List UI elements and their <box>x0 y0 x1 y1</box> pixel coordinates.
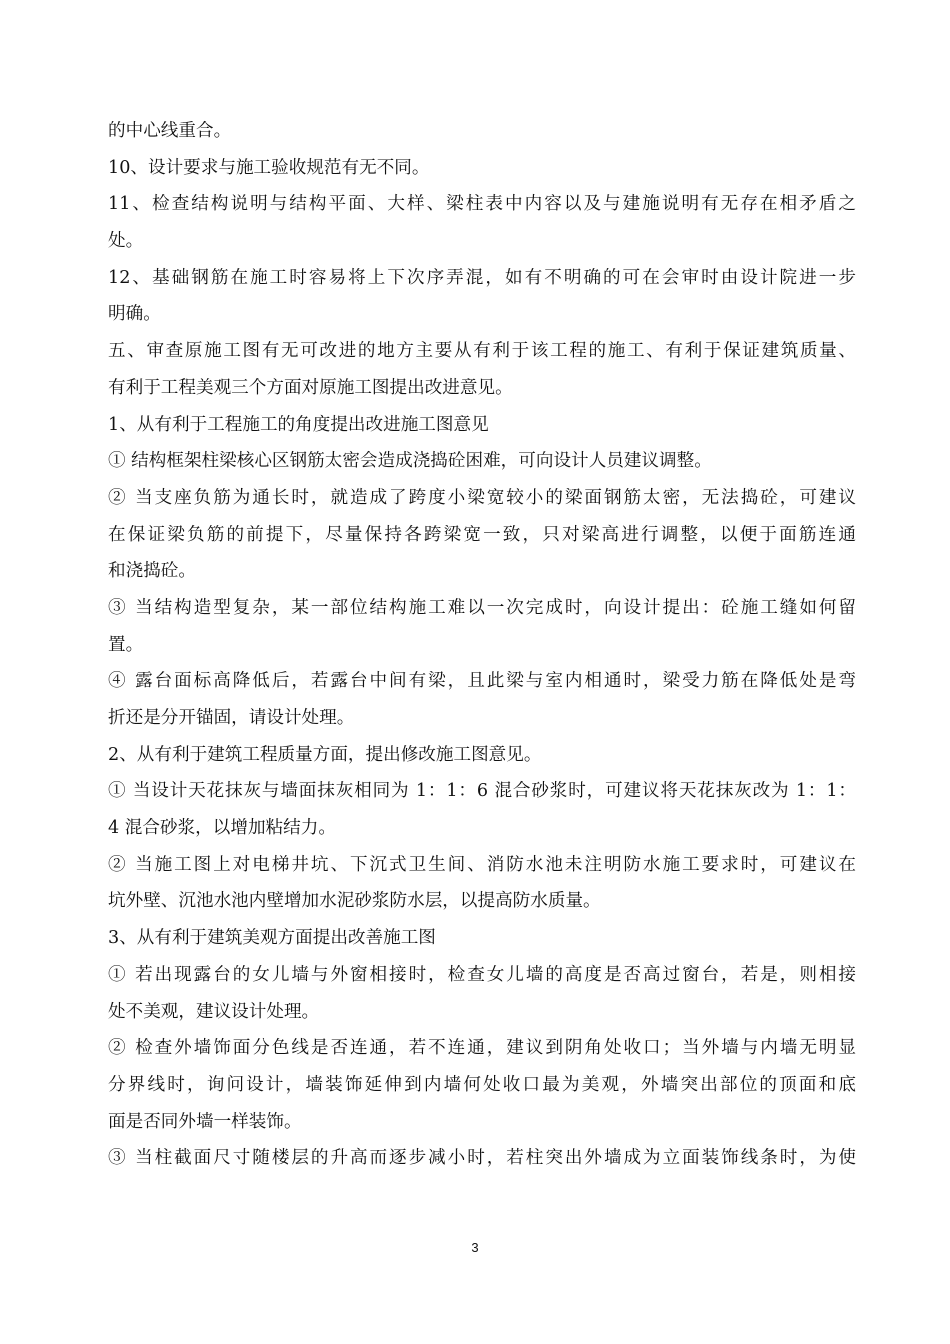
text-line: 有利于工程美观三个方面对原施工图提出改进意见。 <box>108 377 513 398</box>
text-line: 12、基础钢筋在施工时容易将上下次序弄混，如有不明确的可在会审时由设计院进一步 <box>108 267 856 288</box>
text-line: ① 若出现露台的女儿墙与外窗相接时，检查女儿墙的高度是否高过窗台，若是，则相接 <box>108 964 856 985</box>
text-line: 和浇捣砼。 <box>108 561 196 582</box>
text-line: 面是否同外墙一样装饰。 <box>108 1111 302 1132</box>
text-line: 处不美观，建议设计处理。 <box>108 1001 320 1022</box>
body-text <box>108 113 856 1177</box>
text-line: 分界线时，询问设计，墙装饰延伸到内墙何处收口最为美观，外墙突出部位的顶面和底 <box>108 1074 856 1095</box>
text-line: ④ 露台面标高降低后，若露台中间有梁，且此梁与室内相通时，梁受力筋在降低处是弯 <box>108 671 856 692</box>
text-line: 五、审查原施工图有无可改进的地方主要从有利于该工程的施工、有利于保证建筑质量、 <box>108 341 856 362</box>
text-line: 处。 <box>108 231 144 252</box>
text-line: 11、检查结构说明与结构平面、大样、梁柱表中内容以及与建施说明有无存在相矛盾之 <box>108 194 856 215</box>
text-line: ② 检查外墙饰面分色线是否连通，若不连通，建议到阴角处收口；当外墙与内墙无明显 <box>108 1038 856 1059</box>
text-line: ① 当设计天花抹灰与墙面抹灰相同为 1：1：6 混合砂浆时，可建议将天花抹灰改为 1：1： <box>108 781 856 802</box>
text-line: 10、设计要求与施工验收规范有无不同。 <box>108 157 430 178</box>
text-line: ③ 当结构造型复杂，某一部位结构施工难以一次完成时，向设计提出：砼施工缝如何留 <box>108 597 856 618</box>
text-line: 4 混合砂浆，以增加粘结力。 <box>108 818 336 839</box>
text-line: 置。 <box>108 634 144 655</box>
text-line: ③ 当柱截面尺寸随楼层的升高而逐步减小时，若柱突出外墙成为立面装饰线条时，为使 <box>108 1148 856 1169</box>
text-line: 的中心线重合。 <box>108 121 232 141</box>
text-line: 折还是分开锚固，请设计处理。 <box>108 708 355 728</box>
text-line: 在保证梁负筋的前提下，尽量保持各跨梁宽一致，只对梁高进行调整，以便于面筋连通 <box>108 524 856 545</box>
text-line: ① 结构框架柱梁核心区钢筋太密会造成浇捣砼困难，可向设计人员建议调整。 <box>108 451 712 472</box>
text-line: 2、从有利于建筑工程质量方面，提出修改施工图意见。 <box>108 744 542 765</box>
page-number: 3 <box>471 1240 479 1255</box>
text-line: 明确。 <box>108 304 161 325</box>
text-line: 坑外壁、沉池水池内壁增加水泥砂浆防水层，以提高防水质量。 <box>108 891 601 912</box>
text-line: ② 当支座负筋为通长时，就造成了跨度小梁宽较小的梁面钢筋太密，无法捣砼，可建议 <box>108 487 856 508</box>
text-line: 1、从有利于工程施工的角度提出改进施工图意见 <box>108 414 489 435</box>
text-line: 3、从有利于建筑美观方面提出改善施工图 <box>108 928 436 949</box>
text-line: ② 当施工图上对电梯井坑、下沉式卫生间、消防水池未注明防水施工要求时，可建议在 <box>108 854 856 875</box>
